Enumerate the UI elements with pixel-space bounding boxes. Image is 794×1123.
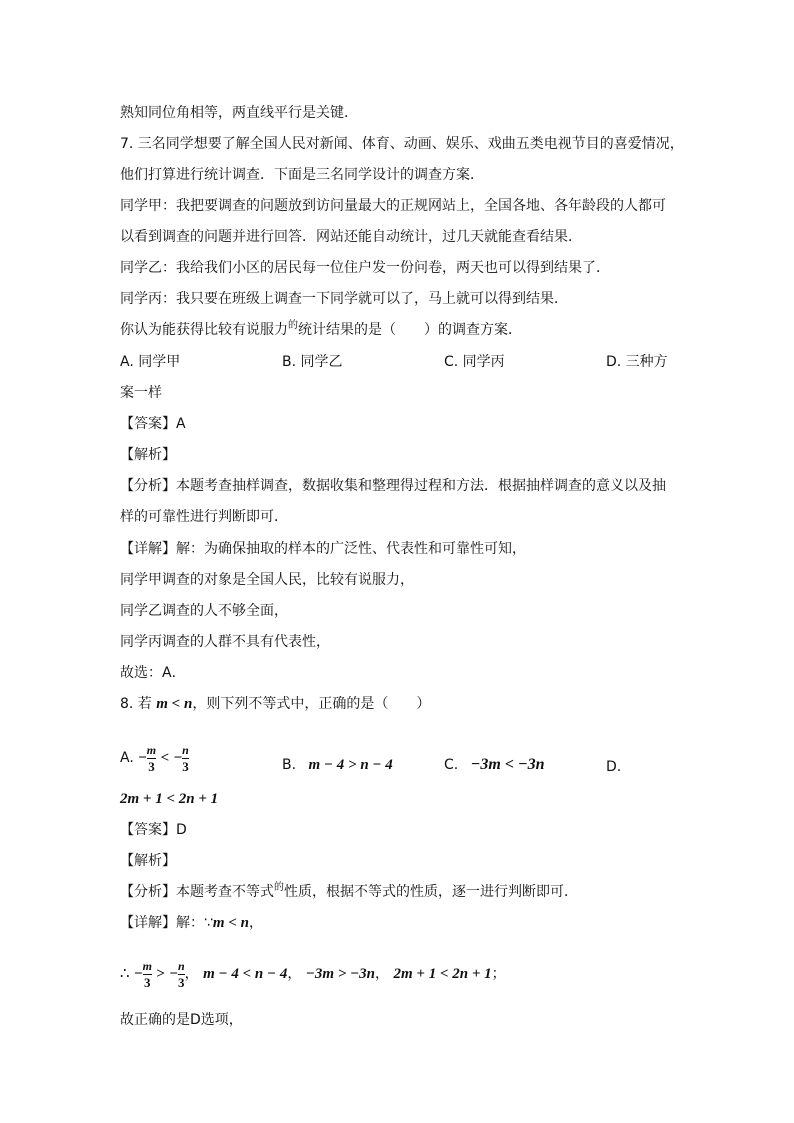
student-jia-line: 同学甲：我把要调查的问题放到访问量最大的正规网站上，全国各地、各年龄段的人都可: [120, 198, 666, 214]
math-expression: m − 4 > n − 4: [308, 757, 393, 773]
less-than-sign: <: [160, 750, 170, 766]
student-bing-line: 同学丙：我只要在班级上调查一下同学就可以了，马上就可以得到结果．: [120, 291, 568, 307]
option-c: C. 同学丙: [444, 354, 505, 370]
q8-option-c: [444, 757, 545, 773]
math-expression: −3m < −3n: [470, 756, 545, 773]
analysis-text: 性质，根据不等式的性质，逐一进行判断即可．: [284, 884, 578, 900]
fraction: [182, 743, 189, 774]
separator: ；: [491, 966, 506, 982]
text-line: 熟知同位角相等，两直线平行是关键.: [120, 105, 349, 121]
numerator: n: [177, 958, 185, 973]
fraction: [143, 959, 152, 990]
solution-line: 同学丙调查的人群不具有代表性，: [120, 634, 330, 650]
math-expression: m − 4 < n − 4: [203, 966, 288, 982]
minus-sign: −: [134, 966, 143, 982]
minus-sign: −: [169, 966, 178, 982]
question-7-line: 他们打算进行统计调查．下面是三名同学设计的调查方案．: [120, 167, 484, 183]
denominator: 3: [143, 974, 151, 990]
solution-text: 【详解】解：∵: [120, 915, 213, 931]
math-condition: m < n: [156, 696, 193, 712]
ask-superscript: 的: [288, 320, 298, 331]
analysis-heading: 【解析】: [120, 447, 176, 463]
numerator: m: [142, 958, 152, 973]
question-7-line: 7. 三名同学想要了解全国人民对新闻、体育、动画、娱乐、戏曲五类电视节目的喜爱情况，: [120, 136, 684, 152]
analysis-superscript: 的: [274, 882, 284, 893]
answer-label: 【答案】A: [120, 416, 186, 432]
denominator: 3: [182, 758, 189, 774]
option-d-continued: 案一样: [120, 385, 162, 401]
answer-label: 【答案】D: [120, 822, 187, 838]
separator: ，: [375, 966, 390, 982]
solution-line: [120, 915, 263, 931]
option-label: C.: [444, 757, 459, 773]
analysis-line: 【分析】本题考查抽样调查，数据收集和整理得过程和方法．根据抽样调查的意义以及抽: [120, 478, 666, 494]
q8-option-d: D.: [606, 759, 622, 775]
greater-than-sign: >: [156, 966, 165, 982]
analysis-line: 样的可靠性进行判断即可．: [120, 509, 288, 525]
student-yi-line: 同学乙：我给我们小区的居民每一位住户发一份问卷，两天也可以得到结果了．: [120, 260, 610, 276]
option-d: D. 三种方: [606, 354, 668, 370]
q8-option-d-expression: 2m + 1 < 2n + 1: [120, 791, 219, 807]
option-label: B.: [282, 757, 297, 773]
denominator: 3: [178, 974, 185, 990]
stem-text: 8. 若: [120, 696, 157, 712]
ask-text: 你认为能获得比较有说服力: [120, 322, 288, 338]
solution-text: ，: [248, 915, 263, 931]
separator: ，: [287, 966, 302, 982]
conclusion-line: 故正确的是D选项，: [120, 1012, 243, 1028]
denominator: 3: [148, 758, 155, 774]
therefore-line: [120, 956, 506, 992]
solution-line: 同学乙调查的人不够全面，: [120, 603, 288, 619]
option-label: A.: [120, 750, 134, 766]
analysis-line: [120, 884, 578, 902]
analysis-heading: 【解析】: [120, 853, 176, 869]
option-b: B. 同学乙: [282, 354, 343, 370]
stem-text: ，则下列不等式中，正确的是（ ）: [192, 696, 431, 712]
math-condition: m < n: [212, 915, 249, 931]
numerator: n: [182, 742, 189, 757]
analysis-text: 【分析】本题考查不等式: [120, 884, 274, 900]
fraction: [147, 743, 156, 774]
numerator: m: [146, 742, 157, 757]
question-7-ask: [120, 322, 522, 340]
q8-option-a: [120, 740, 189, 776]
solution-line: 同学甲调查的对象是全国人民，比较有说服力，: [120, 572, 414, 588]
q8-option-b: [282, 757, 393, 773]
option-a: A. 同学甲: [120, 354, 181, 370]
question-8-stem: [120, 696, 430, 712]
minus-sign: −: [138, 750, 147, 766]
math-expression: −3m > −3n: [305, 966, 376, 982]
therefore-sign: ∴: [120, 966, 130, 982]
solution-line: 【详解】解：为确保抽取的样本的广泛性、代表性和可靠性可知，: [120, 541, 526, 557]
separator: ，: [184, 966, 199, 982]
fraction: [178, 959, 185, 990]
student-jia-line: 以看到调查的问题并进行回答．网站还能自动统计，过几天就能查看结果．: [120, 229, 582, 245]
math-expression: 2m + 1 < 2n + 1: [393, 966, 492, 982]
choice-line: 故选：A．: [120, 665, 186, 681]
ask-text: 统计结果的是（ ）的调查方案．: [298, 322, 522, 338]
minus-sign: −: [173, 750, 183, 766]
